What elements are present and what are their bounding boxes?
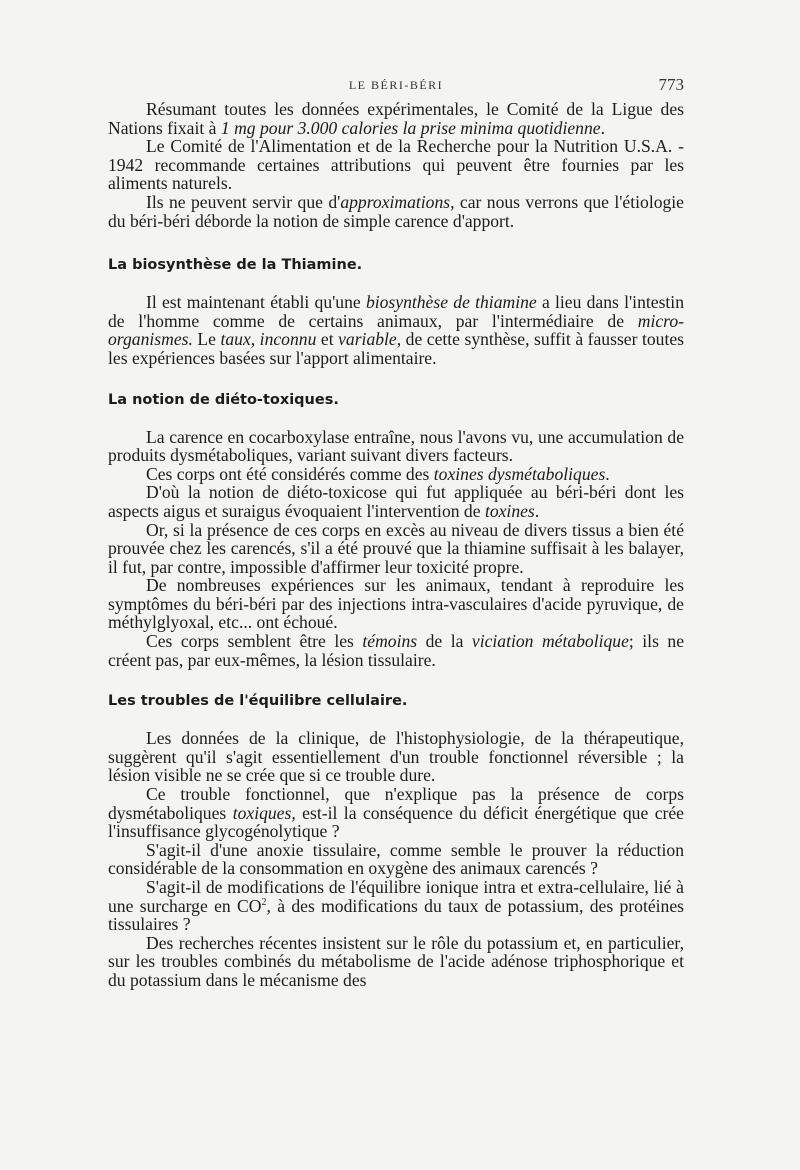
paragraph: De nombreuses expériences sur les animaux, tendant à reproduire les symptômes du béri-béri par des injections intra-vasculaires d'acide pyruvique, de méthylglyoxal, etc... ont échoué. — [108, 575, 684, 633]
page-number: 773 — [658, 75, 684, 94]
text-span: Ils ne peuvent servir que d' — [146, 191, 341, 212]
paragraph: La carence en cocarboxylase entraîne, nous l'avons vu, une accumulation de produits dysmétaboliques, variant suivant divers facteurs. — [108, 426, 684, 466]
text-span: de cette synthèse, suffit à fausser toutes les expériences basées sur l'apport alimentaire. — [108, 329, 685, 368]
emphasis: approximations, — [340, 191, 455, 212]
body-text — [108, 100, 684, 990]
text-span: D'où la notion de diéto-toxicose qui fut appliquée au béri-béri dont les aspects aigus et suraigus évoquaient l'intervention de — [108, 482, 684, 521]
emphasis: toxiques, — [232, 802, 296, 823]
section-heading-biosynthese: La biosynthèse de la Thiamine. — [108, 257, 363, 274]
text-span: Ces corps ont été considérés comme des — [146, 463, 434, 484]
paragraph: Or, si la présence de ces corps en excès au niveau de divers tissus a bien été prouvée chez les carencés, s'il a été prouvé que la thiamine suffisait à les balayer, il fut, par contre, impossible d'affirmer leur toxicité propre. — [108, 519, 684, 577]
emphasis: témoins — [362, 631, 418, 652]
superscript: 2 — [261, 896, 267, 908]
paragraph — [108, 193, 684, 230]
paragraph: Le Comité de l'Alimentation et de la Recherche pour la Nutrition U.S.A. - 1942 recommande certaines attributions qui peuvent être fournies par les aliments naturels. — [108, 136, 684, 194]
text-span: , à des modifications du taux de potassium, des protéines tissulaires ? — [108, 895, 684, 935]
text-span: Ces corps semblent être les — [146, 631, 363, 652]
section-heading-dieto-toxiques: La notion de diéto-toxiques. — [108, 391, 339, 408]
text-span: Résumant toutes les données expérimentales, le Comité de la Ligue des Nations fixait à — [108, 99, 684, 138]
paragraph: S'agit-il d'une anoxie tissulaire, comme semble le prouver la réduction considérable de la consommation en oxygène des animaux carencés ? — [108, 839, 684, 879]
paragraph: Des recherches récentes insistent sur le rôle du potassium et, en particulier, sur les troubles combinés du métabolisme de l'acide adénose triphosphorique et du potassium dans le mécanisme des — [108, 932, 684, 990]
paragraph — [108, 785, 684, 841]
text-span: et — [316, 329, 339, 350]
emphasis: viciation métabolique — [471, 631, 629, 652]
paragraph — [108, 293, 684, 367]
paragraph — [108, 483, 684, 520]
section-heading-equilibre-cellulaire: Les troubles de l'équilibre cellulaire. — [108, 693, 408, 710]
emphasis: variable, — [338, 329, 402, 350]
running-title: LE BÉRI-BÉRI — [348, 78, 444, 92]
paragraph — [108, 632, 684, 669]
text-span: Le — [192, 329, 221, 350]
text-span: a lieu dans l'intestin de l'homme comme de certains animaux, par l'intermédiaire de — [108, 292, 684, 331]
text-span: . — [534, 500, 540, 521]
text-span: car nous verrons que l'étiologie du béri-béri déborde la notion de simple carence d'apport. — [108, 191, 684, 231]
paragraph — [108, 100, 684, 137]
text-span: . — [605, 463, 610, 484]
emphasis: biosynthèse de thiamine — [365, 292, 537, 313]
emphasis: 1 mg pour 3.000 calories la prise minima quotidienne — [220, 117, 601, 138]
emphasis: taux, inconnu — [220, 329, 317, 350]
text-span: S'agit-il de modifications de l'équilibre ionique intra et extra-cellulaire, lié à une surcharge en CO — [108, 877, 684, 916]
text-span: Il est maintenant établi qu'une — [146, 292, 366, 313]
text-span: de la — [417, 631, 472, 652]
emphasis: toxines — [484, 500, 535, 521]
emphasis: toxines dysmétaboliques — [433, 463, 606, 484]
paragraph — [108, 878, 684, 934]
running-head — [108, 75, 684, 95]
paragraph: Les données de la clinique, de l'histophysiologie, de la thérapeutique, suggèrent qu'il s'agit essentiellement d'un trouble fonctionnel réversible ; la lésion visible ne se crée que si ce trouble dure. — [108, 728, 684, 786]
paragraph — [108, 465, 684, 484]
text-span: est-il la conséquence du déficit énergétique que crée l'insuffisance glycogénolytique ? — [108, 802, 684, 842]
emphasis: micro-organismes. — [108, 310, 684, 350]
text-span: Ce trouble fonctionnel, que n'explique pas la présence de corps dysmétaboliques — [108, 784, 684, 823]
text-span: . — [600, 117, 605, 138]
text-span: ; ils ne créent pas, par eux-mêmes, la lésion tissulaire. — [108, 631, 685, 670]
